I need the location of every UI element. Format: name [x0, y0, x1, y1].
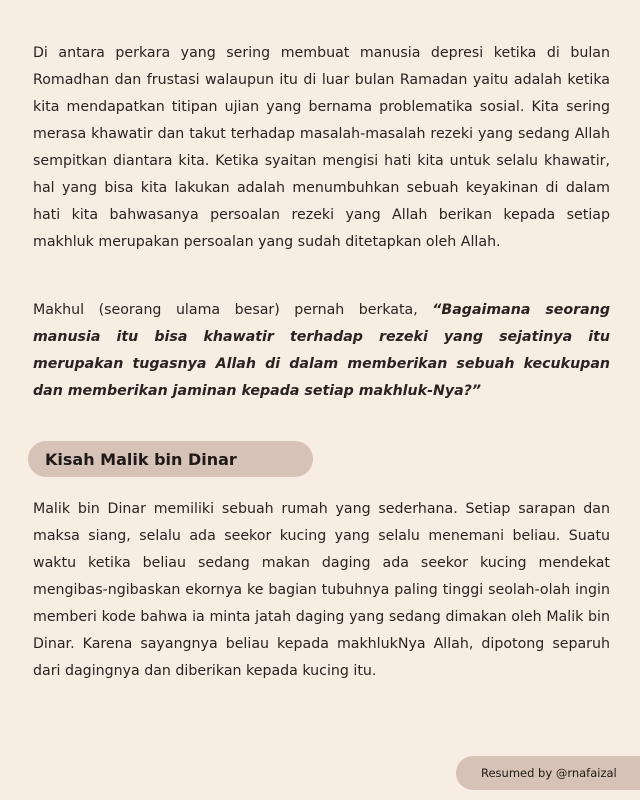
intro-paragraph: Di antara perkara yang sering membuat manusia depresi ketika di bulan Romadhan dan frustasi walaupun itu di luar bulan Ramadan yaitu adalah ketika kita mendapatkan titipan ujian yang bernama problematika sosial. Kita sering merasa khawatir dan takut terhadap masalah-masalah rezeki yang sedang Allah sempitkan diantara kita. Ketika syaitan mengisi hati kita untuk selalu khawatir, hal yang bisa kita lakukan adalah menumbuhkan sebuah keyakinan di dalam hati kita bahwasanya persoalan rezeki yang Allah berikan kepada setiap makhluk merupakan persoalan yang sudah ditetapkan oleh Allah.: [33, 45, 610, 250]
makhul-quote: “Bagaimana seorang manusia itu bisa khawatir terhadap rezeki yang sejatinya itu merupakan tugasnya Allah di dalam memberikan sebuah kecukupan dan memberikan jaminan kepada setiap makhluk-Nya?”: [33, 302, 610, 399]
story-paragraph: Malik bin Dinar memiliki sebuah rumah yang sederhana. Setiap sarapan dan maksa siang, selalu ada seekor kucing yang selalu menemani beliau. Suatu waktu ketika beliau sedang makan daging ada seekor kucing mendekat mengibas-ngibaskan ekornya ke bagian tubuhnya paling tinggi seolah-olah ingin memberi kode bahwa ia minta jatah daging yang sedang dimakan oleh Malik bin Dinar. Karena sayangnya beliau kepada makhlukNya Allah, dipotong separuh dari dagingnya dan diberikan kepada kucing itu.: [33, 501, 610, 679]
quote-intro-text: Makhul (seorang ulama besar) pernah berkata,: [33, 302, 433, 318]
section-heading: Kisah Malik bin Dinar: [45, 449, 237, 469]
credit-text: Resumed by @rnafaizal: [481, 766, 617, 780]
credit-badge: [456, 756, 640, 790]
makhul-quote-paragraph: [33, 297, 610, 405]
section-heading-pill: [28, 441, 313, 477]
